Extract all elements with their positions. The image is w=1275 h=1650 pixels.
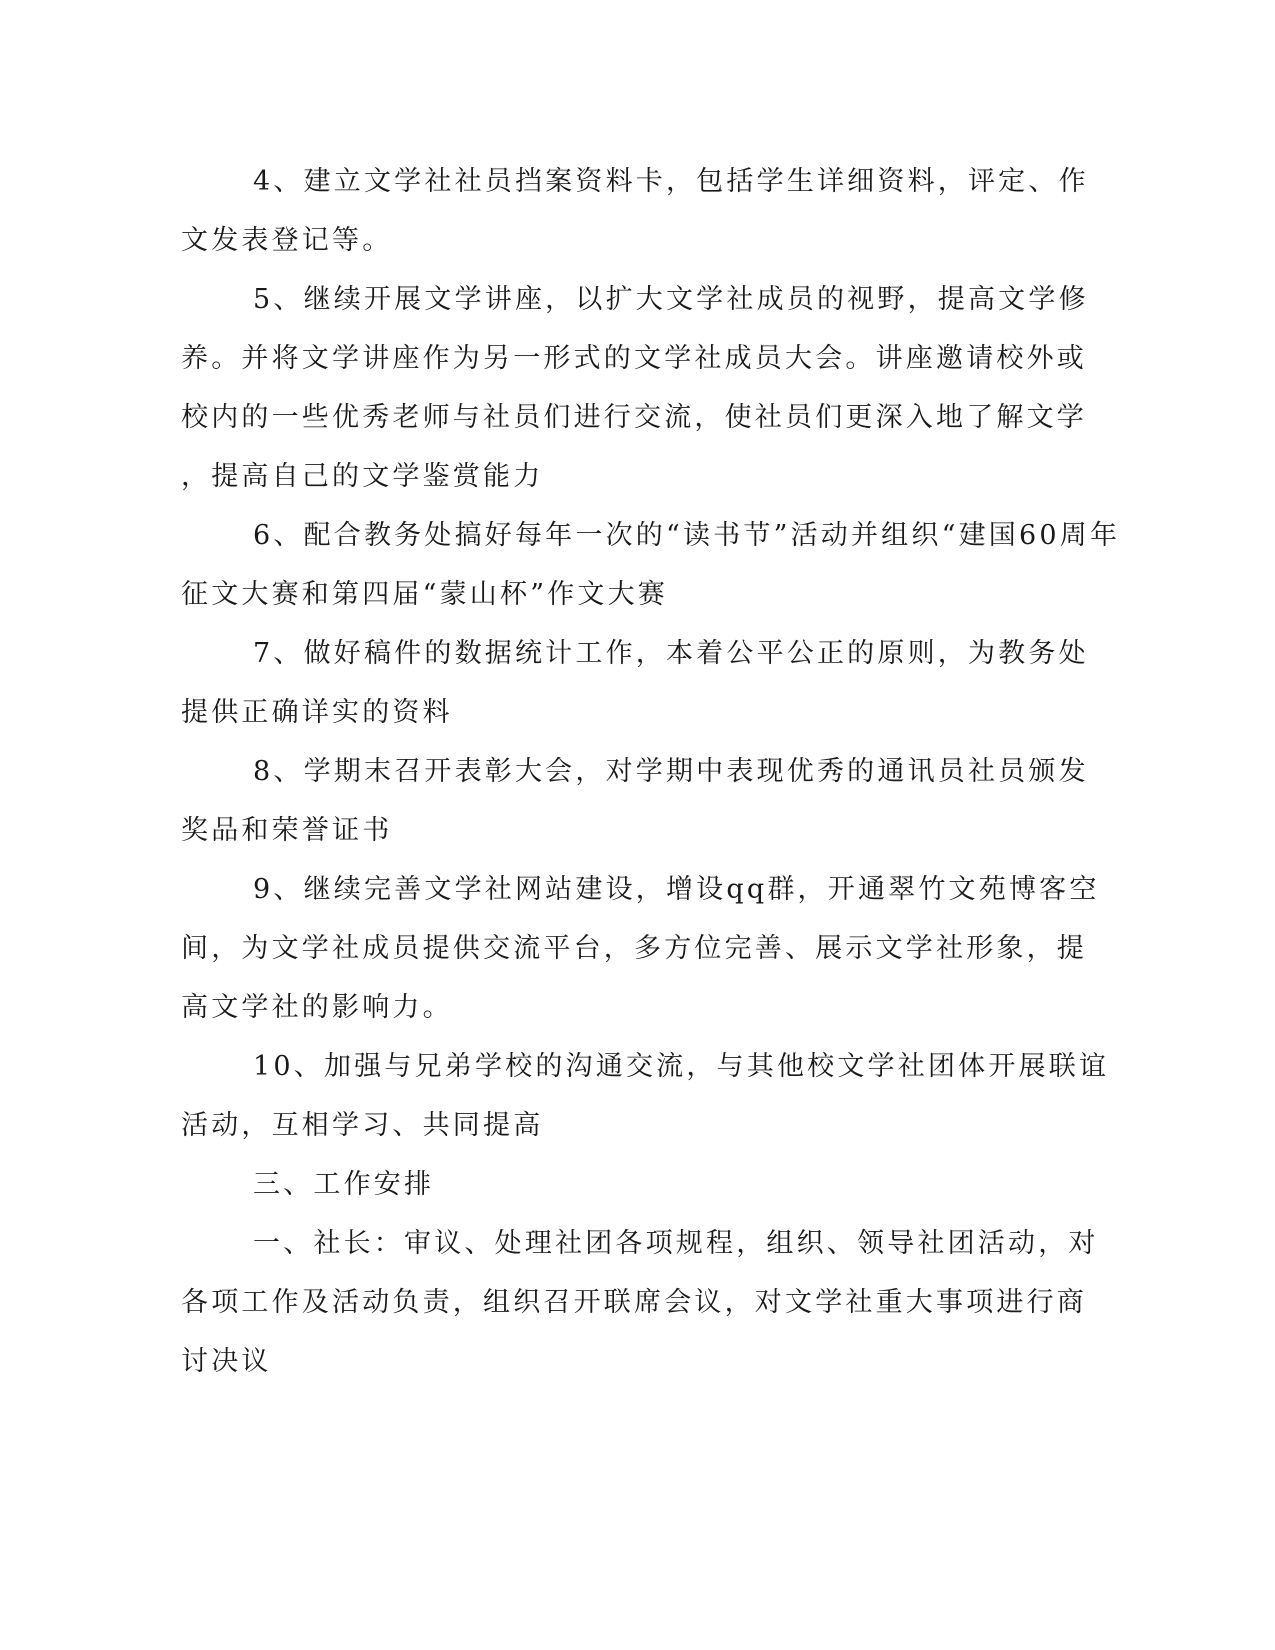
text-line: 9、继续完善文学社网站建设，增设qq群，开通翠竹文苑博客空 [253,874,1100,905]
text-line: 征文大赛和第四届“蒙山杯”作文大赛 [181,579,669,610]
text-line: 奖品和荣誉证书 [181,815,393,846]
text-line: 文发表登记等。 [181,225,393,256]
text-line: 10、加强与兄弟学校的沟通交流，与其他校文学社团体开展联谊 [253,1051,1110,1082]
paragraph-item-6 [181,506,1121,624]
text-line: ，提高自己的文学鉴赏能力 [181,461,544,492]
text-line: 活动，互相学习、共同提高 [181,1110,544,1141]
text-line: 养。并将文学讲座作为另一形式的文学社成员大会。讲座邀请校外或 [181,343,1087,374]
text-line: 6、配合教务处搞好每年一次的“读书节”活动并组织“建国60周年 [253,520,1121,551]
paragraph-item-10 [181,1037,1110,1155]
text-line: 校内的一些优秀老师与社员们进行交流，使社员们更深入地了解文学 [181,402,1087,433]
paragraph-president-duties [181,1214,1099,1391]
text-line: 高文学社的影响力。 [181,992,453,1023]
document-body [181,152,1121,1391]
text-line: 8、学期末召开表彰大会，对学期中表现优秀的通讯员社员颁发 [253,756,1089,787]
text-line: 一、社长：审议、处理社团各项规程，组织、领导社团活动，对 [253,1228,1099,1259]
text-line: 间，为文学社成员提供交流平台，多方位完善、展示文学社形象，提 [181,933,1087,964]
text-line: 讨决议 [181,1346,272,1377]
text-line: 各项工作及活动负责，组织召开联席会议，对文学社重大事项进行商 [181,1287,1087,1318]
text-line: 4、建立文学社社员挡案资料卡，包括学生详细资料，评定、作 [253,166,1089,197]
paragraph-item-5 [181,270,1089,506]
text-line: 5、继续开展文学讲座，以扩大文学社成员的视野，提高文学修 [253,284,1089,315]
heading-line: 三、工作安排 [253,1169,435,1200]
paragraph-item-7 [181,624,1089,742]
paragraph-item-9 [181,860,1100,1037]
paragraph-item-4 [181,152,1089,270]
paragraph-item-8 [181,742,1089,860]
section-heading [181,1155,1041,1214]
text-line: 提供正确详实的资料 [181,697,453,728]
text-line: 7、做好稿件的数据统计工作，本着公平公正的原则，为教务处 [253,638,1089,669]
